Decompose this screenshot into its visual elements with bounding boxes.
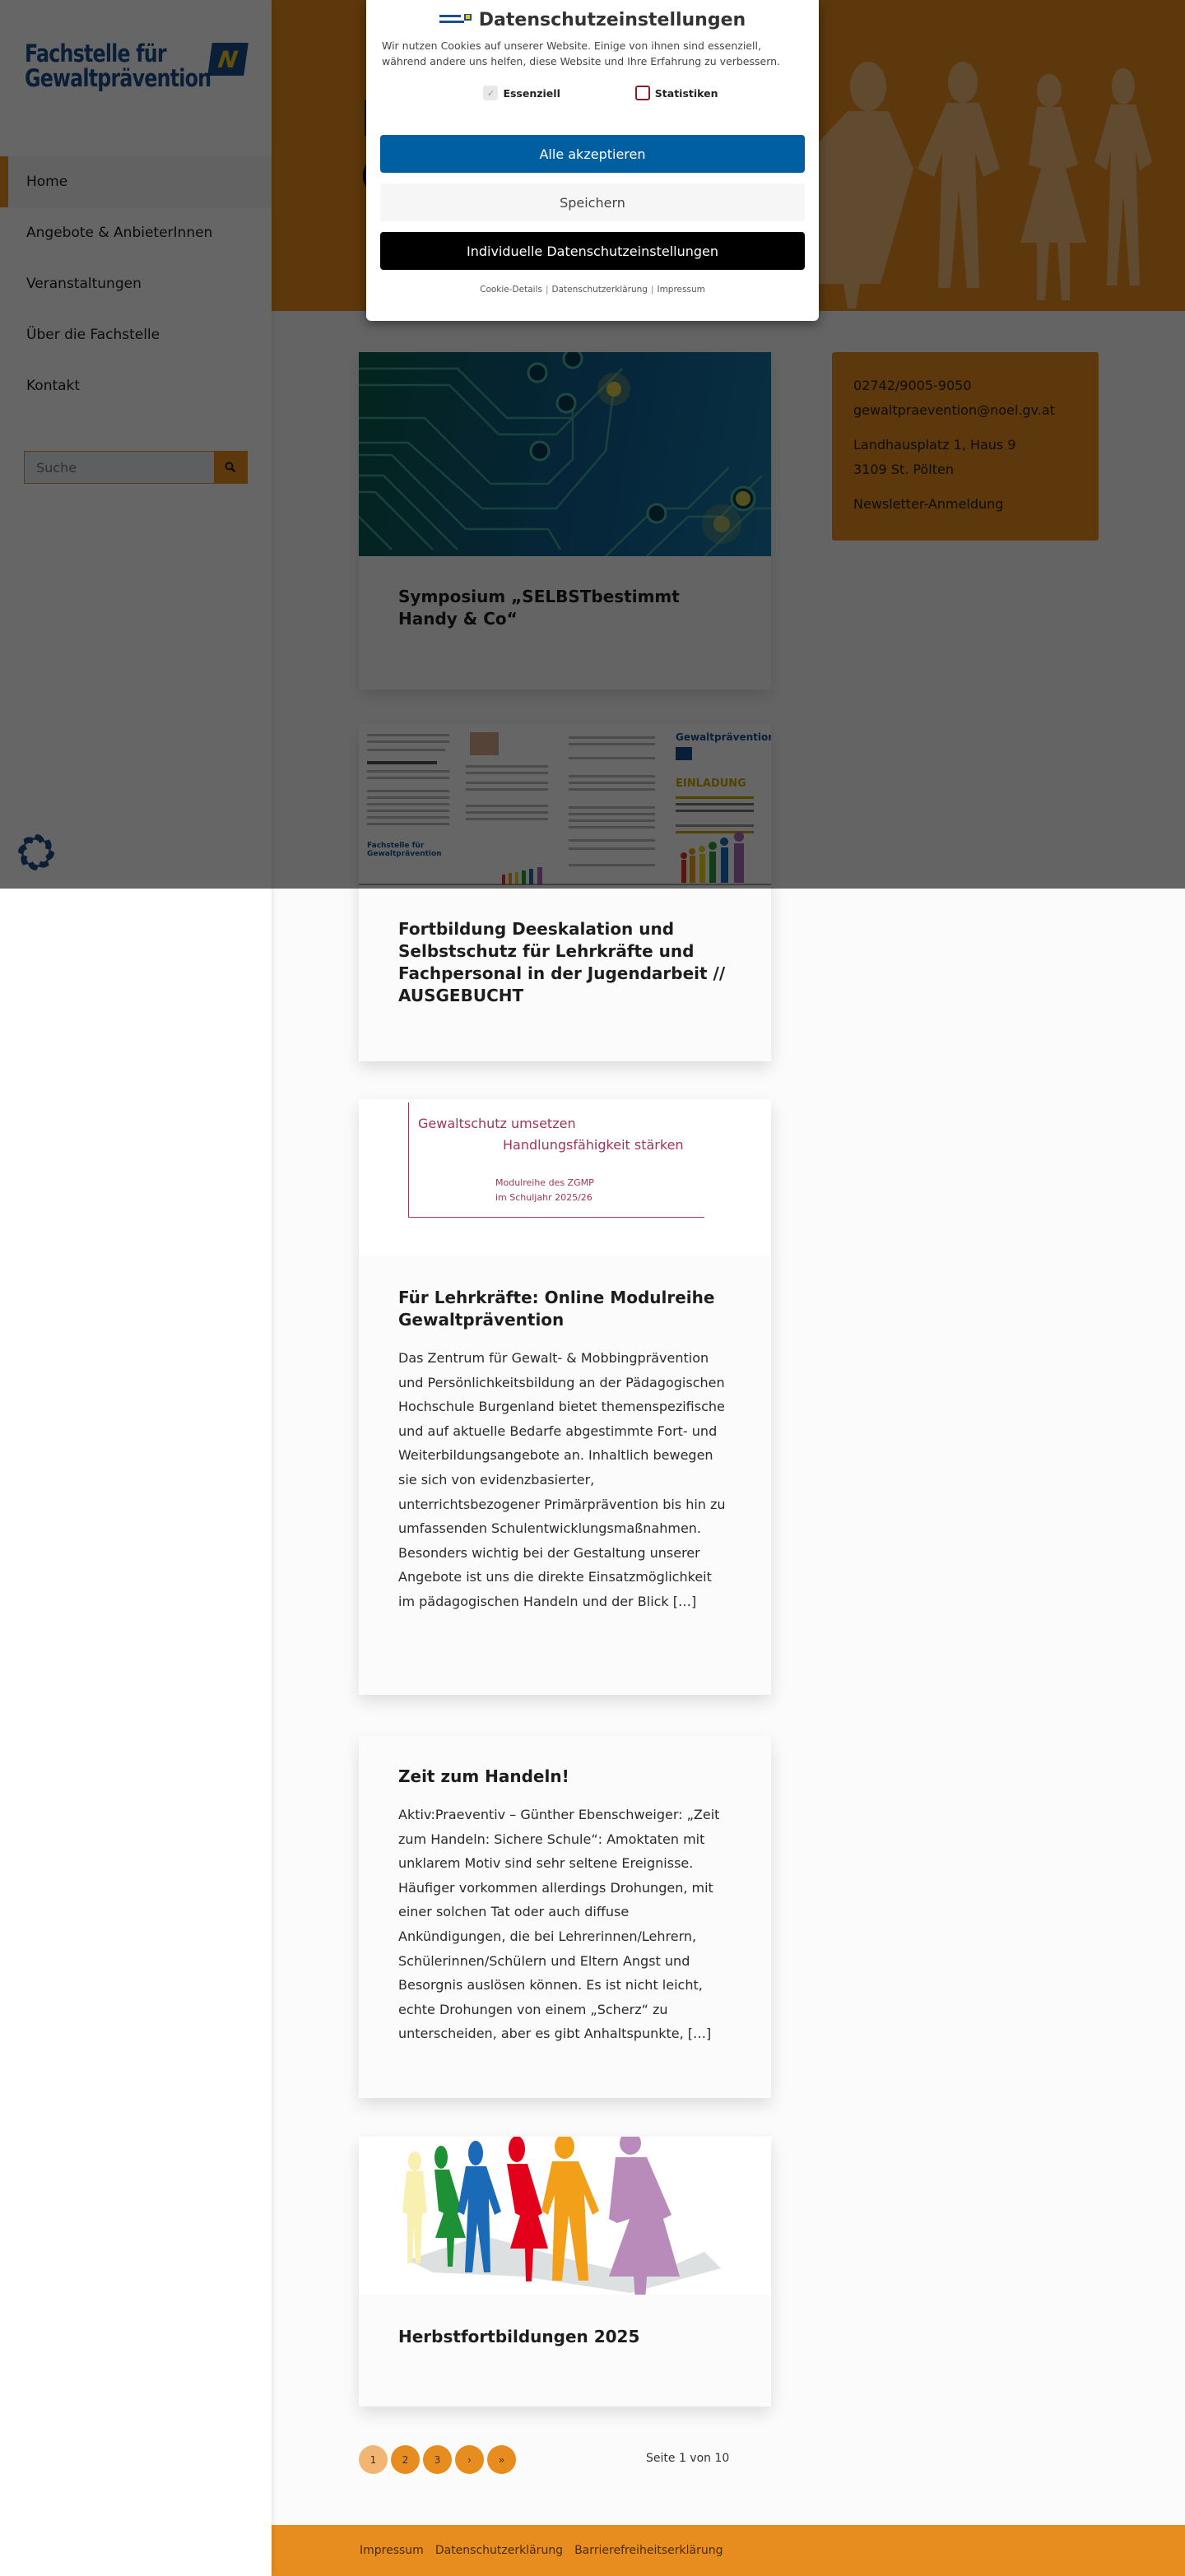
next-page-button[interactable]: › xyxy=(455,2445,484,2474)
post-title[interactable]: Fortbildung Deeskalation und Selbstschutz für Lehrkräfte und Fachpersonal in der Jugendarbeit // AUSGEBUCHT xyxy=(398,919,726,1005)
post-title[interactable]: Zeit zum Handeln! xyxy=(398,1766,569,1786)
privacy-policy-link[interactable]: Datenschutzerklärung xyxy=(551,285,648,295)
individual-settings-button[interactable]: Individuelle Datenschutzeinstellungen xyxy=(380,232,805,270)
pagination xyxy=(359,2445,516,2474)
modal-title: Datenschutzeinstellungen xyxy=(478,10,746,30)
footer xyxy=(272,2525,1185,2576)
post-card[interactable] xyxy=(359,1736,771,2098)
modal-description: Wir nutzen Cookies auf unserer Website. Einige von ihnen sind essenziell, während andere uns helfen, diese Website und Ihre Erfahrung zu verbessern. xyxy=(382,39,781,67)
post-card[interactable] xyxy=(359,1099,771,1695)
post-image-paper-people[interactable] xyxy=(359,2137,771,2295)
imprint-link[interactable]: Impressum xyxy=(657,285,705,295)
image-text-line-4: im Schuljahr 2025/26 xyxy=(495,1192,592,1203)
accept-all-button[interactable]: Alle akzeptieren xyxy=(380,135,805,173)
image-text-line-2: Handlungsfähigkeit stärken xyxy=(503,1137,684,1153)
footer-link-datenschutz[interactable]: Datenschutzerklärung xyxy=(434,2544,564,2557)
checkbox-unchecked-icon[interactable] xyxy=(635,86,650,100)
save-button[interactable]: Speichern xyxy=(380,183,805,221)
footer-link-barrierefreiheit[interactable]: Barrierefreiheitserklärung xyxy=(574,2544,723,2557)
post-image-modulreihe[interactable] xyxy=(359,1099,771,1256)
modal-logo-icon xyxy=(439,14,472,27)
post-card[interactable] xyxy=(359,2137,771,2407)
checkbox-checked-icon[interactable]: ✓ xyxy=(483,86,498,100)
page-3-button[interactable]: 3 xyxy=(423,2445,452,2474)
consent-essenziell-label: Essenziell xyxy=(503,86,560,100)
page-2-button[interactable]: 2 xyxy=(391,2445,420,2474)
consent-essenziell[interactable] xyxy=(483,86,560,100)
colorful-paper-people-image xyxy=(359,2137,771,2295)
page-1-button[interactable]: 1 xyxy=(359,2445,388,2474)
post-title[interactable]: Herbstfortbildungen 2025 xyxy=(398,2327,640,2346)
consent-statistiken[interactable] xyxy=(635,86,718,100)
cookie-consent-modal xyxy=(366,0,819,321)
footer-link-impressum[interactable]: Impressum xyxy=(360,2544,424,2557)
consent-statistiken-label: Statistiken xyxy=(654,86,718,100)
post-excerpt: Das Zentrum für Gewalt- & Mobbingprävention und Persönlichkeitsbildung an der Pädagogischen Hochschule Burgenland bietet themenspezifische und auf aktuelle Bedarfe abgestimmte Fort- und Weiterbildungsangebote an. Inhaltlich bewegen sie sich von evidenzbasierter, unterrichtsbezogener Primärprävention bis hin zu umfassenden Schulentwicklungsmaßnahmen. Besonders wichtig bei der Gestaltung unserer Angebote ist uns die direkte Einsatzmöglichkeit im pädagogischen Handeln und der Blick […] xyxy=(398,1350,726,1609)
cookie-details-link[interactable]: Cookie-Details xyxy=(480,285,542,295)
page-info: Seite 1 von 10 xyxy=(646,2452,730,2465)
post-title[interactable]: Für Lehrkräfte: Online Modulreihe Gewaltprävention xyxy=(398,1288,715,1330)
post-excerpt: Aktiv:Praeventiv – Günther Ebenschweiger: „Zeit zum Handeln: Sichere Schule“: Amoktaten mit unklarem Motiv sind sehr seltene Ereignisse. Häufiger vorkommen allerdings Drohungen, mit einer solchen Tat oder auch diffuse Ankündigungen, die bei Lehrerinnen/Lehrern, Schülerinnen/Schülern und Eltern Angst und Besorgnis auslösen können. Es ist nicht leicht, echte Drohungen von einem „Scherz“ zu unterscheiden, aber es gibt Anhaltspunkte, […] xyxy=(398,1807,720,2042)
last-page-button[interactable]: » xyxy=(487,2445,516,2474)
image-text-line-1: Gewaltschutz umsetzen xyxy=(418,1116,576,1131)
image-text-line-3: Modulreihe des ZGMP xyxy=(495,1177,594,1188)
modal-links: Cookie-Details | Datenschutzerklärung | Impressum xyxy=(480,285,705,295)
